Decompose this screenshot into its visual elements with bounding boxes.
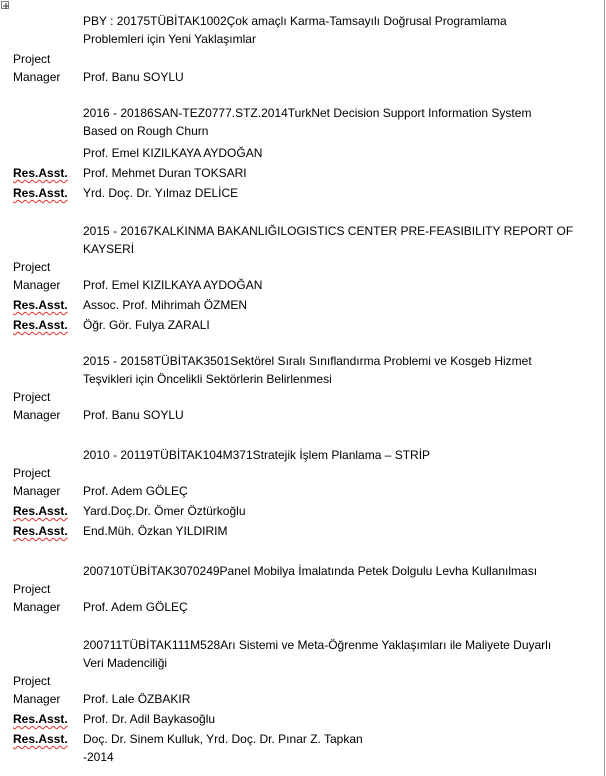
member-name: Prof. Adem GÖLEÇ [83,600,188,614]
role-label: Manager [13,692,61,706]
role-label: Project [13,52,51,66]
member-name: Prof. Lale ÖZBAKIR [83,692,191,706]
role-label: Project [13,582,51,596]
role-label: Res.Asst. [13,318,68,332]
trailing-text: -2014 [83,750,114,764]
member-name: Assoc. Prof. Mihrimah ÖZMEN [83,298,248,312]
member-name: Prof. Mehmet Duran TOKSARI [83,166,247,180]
project-title: Problemleri için Yeni Yaklaşımlar [83,32,256,46]
role-label: Project [13,674,51,688]
project-title: 2015 - 20158TÜBİTAK3501Sektörel Sıralı Sınıflandırma Problemi ve Kosgeb Hizmet [83,354,532,368]
table-move-handle-icon[interactable] [1,1,9,9]
role-label: Res.Asst. [13,504,68,518]
member-name: Prof. Adem GÖLEÇ [83,484,188,498]
role-label: Manager [13,600,61,614]
role-label: Res.Asst. [13,186,68,200]
role-label: Manager [13,484,61,498]
project-title: Teşvikleri için Öncelikli Sektörlerin Belirlenmesi [83,372,332,386]
role-label: Res.Asst. [13,166,68,180]
role-label: Manager [13,278,61,292]
project-title: Veri Madenciliği [83,656,168,670]
role-label: Project [13,390,51,404]
role-label: Res.Asst. [13,712,68,726]
project-title: 2016 - 20186SAN-TEZ0777.STZ.2014TurkNet Decision Support Information System [83,106,532,120]
role-label: Manager [13,408,61,422]
project-title: Based on Rough Churn [83,124,209,138]
role-label: Manager [13,70,61,84]
member-name: Yrd. Doç. Dr. Yılmaz DELİCE [83,186,239,200]
role-label: Project [13,466,51,480]
member-name: Öğr. Gör. Fulya ZARALI [83,318,210,332]
role-label: Res.Asst. [13,524,68,538]
table-border [604,0,605,776]
project-title: 2010 - 20119TÜBİTAK104M371Stratejik İşlem Planlama – STRİP [83,448,431,462]
member-name: Doç. Dr. Sinem Kulluk, Yrd. Doç. Dr. Pınar Z. Tapkan [83,732,363,746]
member-name: Prof. Banu SOYLU [83,70,184,84]
role-label: Res.Asst. [13,732,68,746]
member-name: Prof. Dr. Adil Baykasoğlu [83,712,216,726]
project-title: 200711TÜBİTAK111M528Arı Sistemi ve Meta-Öğrenme Yaklaşımları ile Maliyete Duyarlı [83,638,552,652]
role-label: Res.Asst. [13,298,68,312]
member-name: Yard.Doç.Dr. Ömer Öztürkoğlu [83,504,246,518]
project-title: PBY : 20175TÜBİTAK1002Çok amaçlı Karma-Tamsayılı Doğrusal Programlama [83,14,507,28]
role-label: Project [13,260,51,274]
member-name: Prof. Emel KIZILKAYA AYDOĞAN [83,278,263,292]
project-title: 2015 - 20167KALKINMA BAKANLIĞILOGISTICS CENTER PRE-FEASIBILITY REPORT OF [83,224,574,238]
member-name: Prof. Banu SOYLU [83,408,184,422]
member-name: Prof. Emel KIZILKAYA AYDOĞAN [83,146,263,160]
member-name: End.Müh. Özkan YILDIRIM [83,524,228,538]
project-title: KAYSERİ [83,242,135,256]
project-title: 200710TÜBİTAK3070249Panel Mobilya İmalatında Petek Dolgulu Levha Kullanılması [83,564,538,578]
